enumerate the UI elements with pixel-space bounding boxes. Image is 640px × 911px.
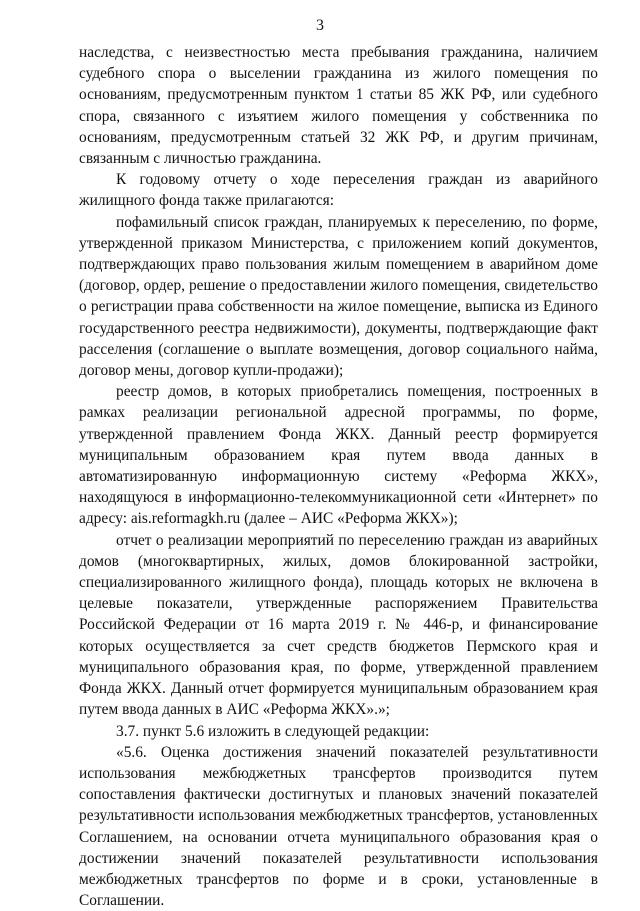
paragraph-house-registry: реестр домов, в которых приобретались помещения, построенных в рамках реализации региональной адресной программы, по форме, утвержденной правлением Фонда ЖКХ. Данный реестр формируется муниципальным образованием края путем ввода данных в автоматизированную информационную систему «Реформа ЖКХ», находящуюся в информационно-телекоммуникационной сети «Интернет» по адресу: ais.reformagkh.ru (далее – АИС «Реформа ЖКХ»); — [79, 383, 598, 528]
paragraph-clause-5-6: «5.6. Оценка достижения значений показателей результативности использования межбюджетных трансфертов производится путем сопоставления фактически достигнутых и плановых значений показателей результативности использования межбюджетных трансфертов, установленных Соглашением, на основании отчета муниципального образования края о достижении значений показателей результативности использования межбюджетных трансфертов по форме и в сроки, установленные в Соглашении. — [79, 743, 598, 910]
paragraph-annual-report: К годовому отчету о ходе переселения граждан из аварийного жилищного фонда также прилагаются: — [79, 171, 598, 210]
paragraph-relocation-report: отчет о реализации мероприятий по переселению граждан из аварийных домов (многоквартирных, жилых, домов блокированной застройки, специализированного жилищного фонда), площадь которых не включена в целевые показатели, утвержденные распоряжением Правительства Российской Федерации от 16 марта 2019 г. № 446-р, и финансирование которых осуществляется за счет средств бюджетов Пермского края и муниципального образования края, по форме, утвержденной правлением Фонда ЖКХ. Данный отчет формируется муниципальным образованием края путем ввода данных в АИС «Реформа ЖКХ».»; — [79, 531, 598, 719]
document-body — [79, 42, 598, 911]
page-number: 3 — [316, 17, 324, 34]
paragraph-citizen-list: пофамильный список граждан, планируемых к переселению, по форме, утвержденной приказом Министерства, с приложением копий документов, подтверждающих право пользования жилым помещением в аварийном доме (договор, ордер, решение о предоставлении жилого помещения, свидетельство о регистрации права собственности на жилое помещение, выписка из Единого государственного реестра недвижимости), документы, подтверждающие факт расселения (соглашение о выплате возмещения, договор социального найма, договор мены, договор купли-продажи); — [79, 213, 598, 380]
paragraph-continuation: наследства, с неизвестностью места пребывания гражданина, наличием судебного спора о выселении гражданина из жилого помещения по основаниям, предусмотренным пунктом 1 статьи 85 ЖК РФ, или судебного спора, связанного с изъятием жилого помещения у собственника по основаниям, предусмотренным статьей 32 ЖК РФ, и другим причинам, связанным с личностью гражданина. — [79, 44, 598, 168]
paragraph-clause-3-7: 3.7. пункт 5.6 изложить в следующей редакции: — [116, 722, 430, 740]
